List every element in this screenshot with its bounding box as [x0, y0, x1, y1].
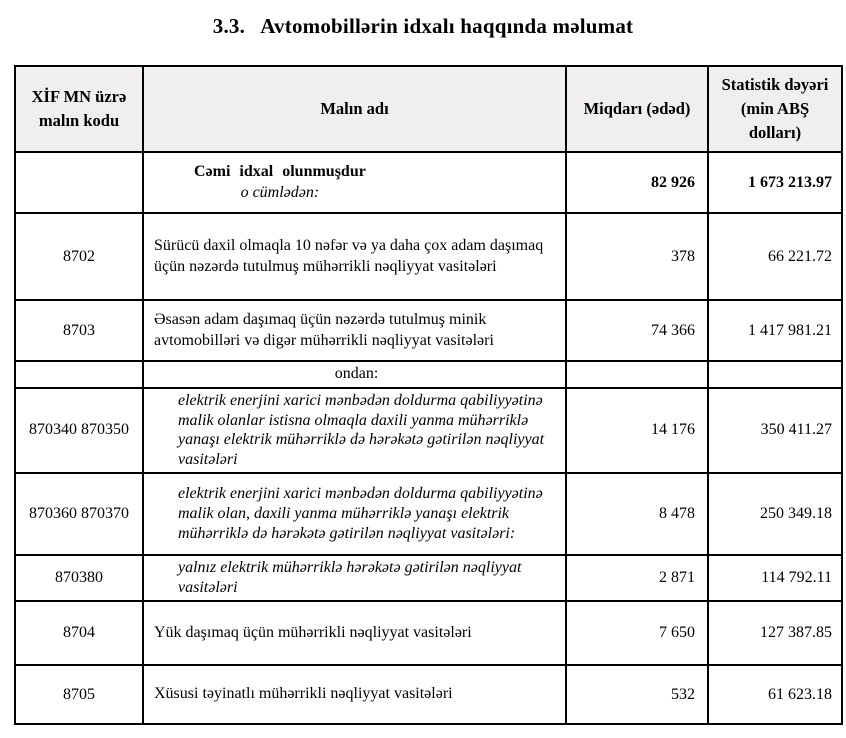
subheading-cell: ondan:	[143, 361, 566, 388]
code-cell: 8705	[15, 665, 143, 724]
table-row	[15, 473, 842, 555]
total-label: Cəmi idxal olunmuşdur	[194, 162, 366, 180]
quantity-cell: 532	[566, 665, 708, 724]
name-cell: elektrik enerjini xarici mənbədən doldurma qabiliyyətinə malik olan, daxili yanma mühərriklə yanaşı elektrik mühərriklə də hərəkətə gətirilən nəqliyyat vasitələri:	[143, 473, 566, 555]
name-cell: Yük daşımaq üçün mühərrikli nəqliyyat vasitələri	[143, 601, 566, 665]
page-title: 3.3. Avtomobillərin idxalı haqqında məlumat	[212, 14, 634, 38]
col-header-code: XİF MN üzrə malın kodu	[15, 66, 143, 152]
total-sublabel: o cümlədən:	[240, 183, 320, 201]
name-cell: Əsasən adam daşımaq üçün nəzərdə tutulmuş minik avtomobilləri və digər mühərrikli nəqliyyat vasitələri	[143, 300, 566, 361]
value-cell	[708, 361, 842, 388]
name-cell: yalnız elektrik mühərriklə hərəkətə gətirilən nəqliyyat vasitələri	[143, 555, 566, 601]
quantity-cell: 74 366	[566, 300, 708, 361]
table-row	[15, 300, 842, 361]
name-cell: elektrik enerjini xarici mənbədən doldurma qabiliyyətinə malik olanlar istisna olmaqla daxili yanma mühərriklə yanaşı elektrik mühərriklə də hərəkətə gətirilən nəqliyyat vasitələri	[143, 388, 566, 473]
value-cell: 66 221.72	[708, 213, 842, 300]
code-cell: 870380	[15, 555, 143, 601]
code-cell: 870340 870350	[15, 388, 143, 473]
table-row	[15, 555, 842, 601]
value-cell: 114 792.11	[708, 555, 842, 601]
value-cell: 61 623.18	[708, 665, 842, 724]
value-cell: 250 349.18	[708, 473, 842, 555]
table-row-total	[15, 152, 842, 213]
table-row	[15, 665, 842, 724]
table-row-subheading	[15, 361, 842, 388]
table-row	[15, 388, 842, 473]
col-header-quantity: Miqdarı (ədəd)	[566, 66, 708, 152]
quantity-cell: 2 871	[566, 555, 708, 601]
col-header-value: Statistik dəyəri (min ABŞ dolları)	[708, 66, 842, 152]
code-cell	[15, 361, 143, 388]
total-label-block	[194, 162, 366, 204]
value-cell: 1 673 213.97	[708, 152, 842, 213]
quantity-cell: 378	[566, 213, 708, 300]
quantity-cell: 7 650	[566, 601, 708, 665]
value-cell: 350 411.27	[708, 388, 842, 473]
quantity-cell: 14 176	[566, 388, 708, 473]
header-row	[15, 66, 842, 152]
col-header-name: Malın adı	[143, 66, 566, 152]
code-cell	[15, 152, 143, 213]
quantity-cell: 8 478	[566, 473, 708, 555]
name-cell: Sürücü daxil olmaqla 10 nəfər və ya daha çox adam daşımaq üçün nəzərdə tutulmuş mühərrikli nəqliyyat vasitələri	[143, 213, 566, 300]
code-cell: 870360 870370	[15, 473, 143, 555]
value-cell: 127 387.85	[708, 601, 842, 665]
table-row	[15, 601, 842, 665]
code-cell: 8704	[15, 601, 143, 665]
name-cell	[143, 152, 566, 213]
name-cell: Xüsusi təyinatlı mühərrikli nəqliyyat vasitələri	[143, 665, 566, 724]
import-table	[14, 65, 843, 725]
table-row	[15, 213, 842, 300]
quantity-cell	[566, 361, 708, 388]
quantity-cell: 82 926	[566, 152, 708, 213]
value-cell: 1 417 981.21	[708, 300, 842, 361]
code-cell: 8702	[15, 213, 143, 300]
code-cell: 8703	[15, 300, 143, 361]
